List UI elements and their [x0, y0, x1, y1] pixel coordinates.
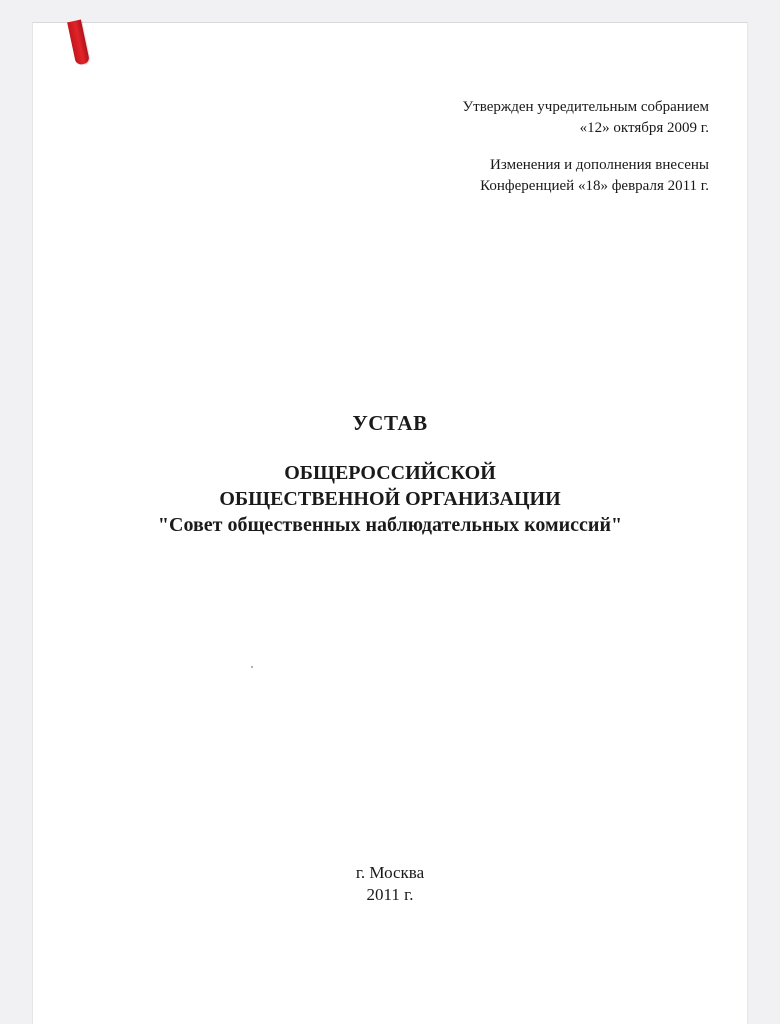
organization-line-1: ОБЩЕРОССИЙСКОЙ: [284, 462, 496, 484]
bookmark-ribbon-icon: [67, 20, 90, 66]
place-and-date: [33, 862, 747, 906]
document-title: УСТАВ: [352, 411, 428, 435]
document-page: [32, 22, 748, 1024]
amendment-line-2: Конференцией «18» февраля 2011 г.: [480, 178, 709, 194]
title-block: [33, 411, 747, 538]
scan-speck: [251, 666, 253, 668]
approval-line-1: Утвержден учредительным собранием: [462, 99, 709, 115]
approval-note: [463, 97, 709, 197]
organization-name: "Совет общественных наблюдательных комиссий": [157, 514, 623, 536]
city: г. Москва: [355, 863, 425, 882]
organization-line-2: ОБЩЕСТВЕННОЙ ОРГАНИЗАЦИИ: [219, 488, 561, 510]
amendment-line-1: Изменения и дополнения внесены: [490, 157, 709, 173]
approval-line-2: «12» октября 2009 г.: [579, 120, 709, 136]
year: 2011 г.: [366, 885, 414, 904]
organization-title: [33, 460, 747, 538]
